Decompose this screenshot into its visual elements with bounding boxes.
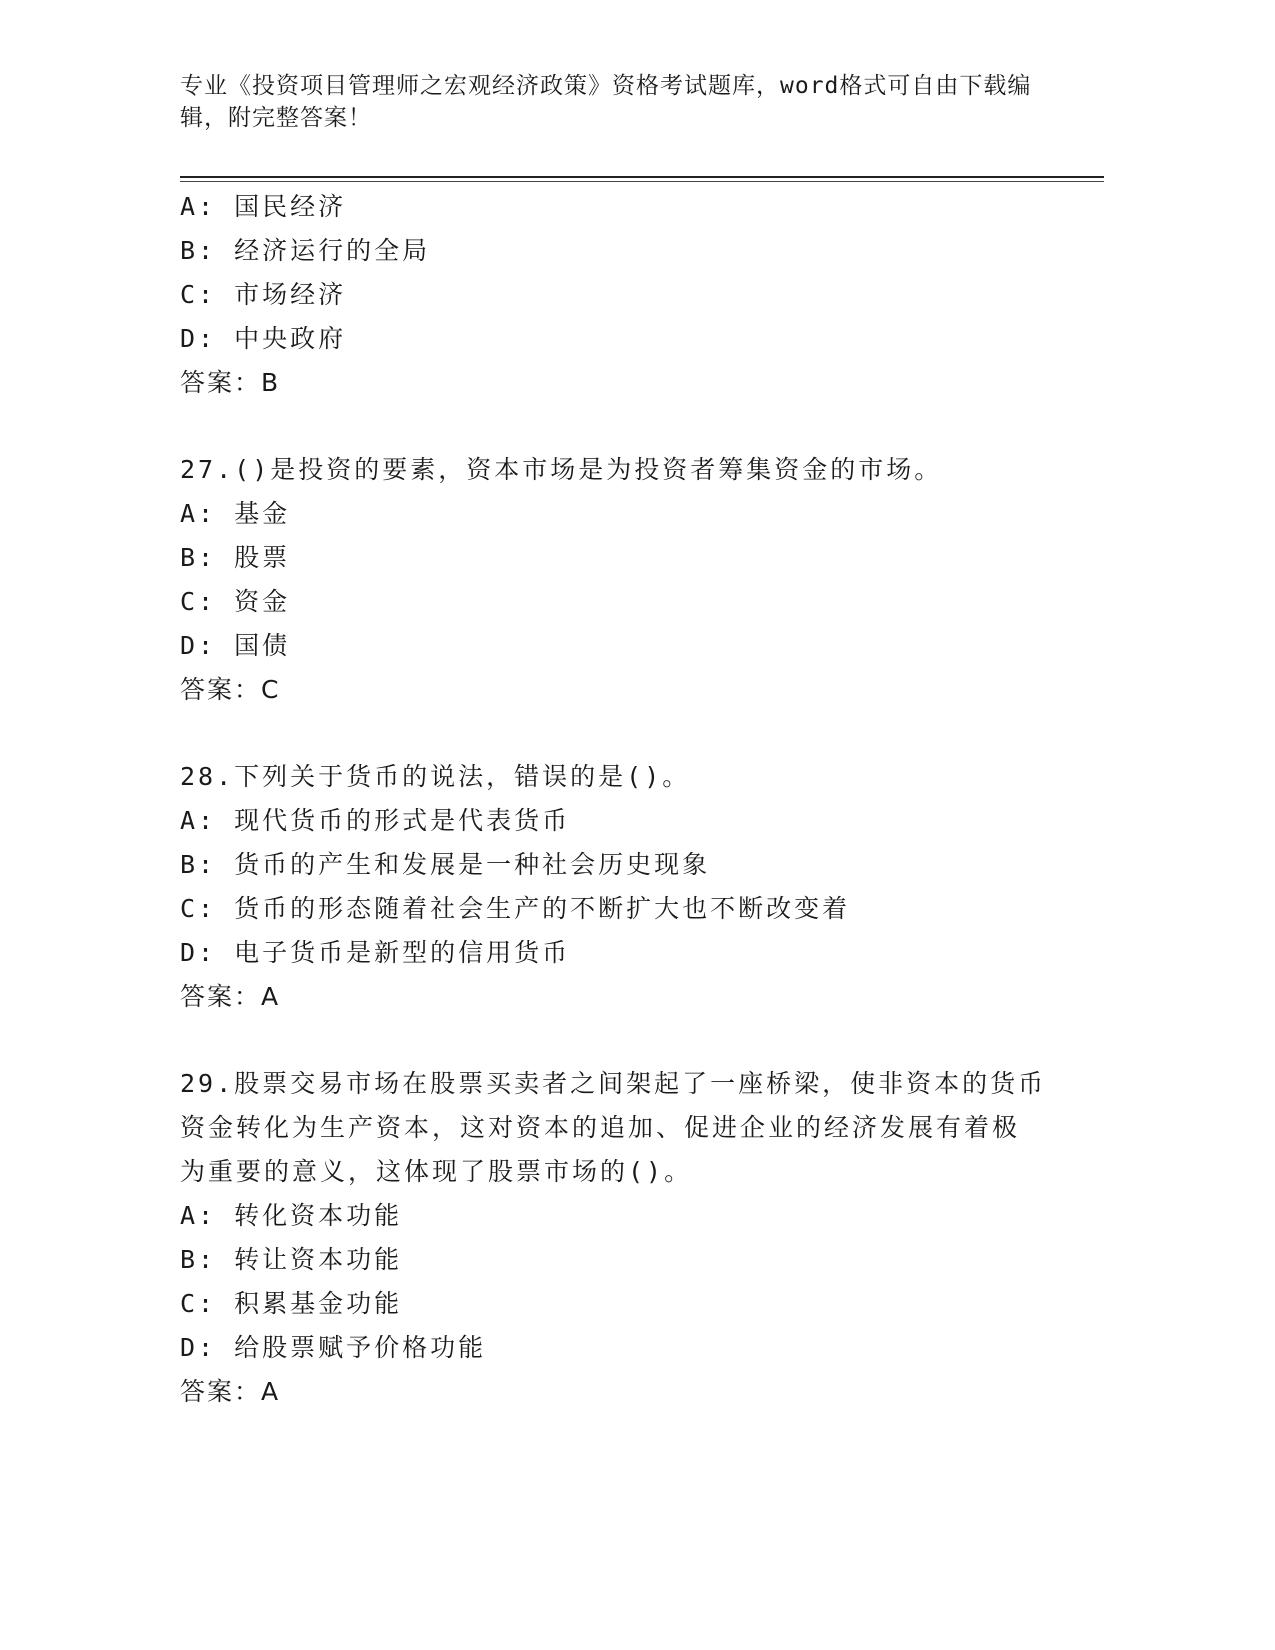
option-c: C: 货币的形态随着社会生产的不断扩大也不断改变着 bbox=[180, 894, 851, 923]
option-b: B: 股票 bbox=[180, 543, 291, 572]
question-27 bbox=[180, 448, 1060, 712]
question-stem: 28.下列关于货币的说法，错误的是()。 bbox=[180, 762, 691, 791]
question-stem-line-2: 资金转化为生产资本，这对资本的追加、促进企业的经济发展有着极 bbox=[180, 1113, 1021, 1142]
option-d: D: 国债 bbox=[180, 631, 291, 660]
question-stem: 27.()是投资的要素，资本市场是为投资者筹集资金的市场。 bbox=[180, 455, 943, 484]
answer: 答案：B bbox=[180, 368, 281, 397]
option-c: C: 积累基金功能 bbox=[180, 1289, 403, 1318]
option-b: B: 经济运行的全局 bbox=[180, 236, 431, 265]
option-d: D: 电子货币是新型的信用货币 bbox=[180, 938, 571, 967]
option-b: B: 转让资本功能 bbox=[180, 1245, 403, 1274]
question-28 bbox=[180, 755, 1060, 1019]
answer: 答案：A bbox=[180, 1377, 281, 1406]
option-d: D: 中央政府 bbox=[180, 324, 347, 353]
spacer bbox=[180, 405, 1060, 448]
option-a: A: 基金 bbox=[180, 499, 291, 528]
option-a: A: 现代货币的形式是代表货币 bbox=[180, 806, 571, 835]
answer: 答案：A bbox=[180, 982, 281, 1011]
question-stem-line-1: 29.股票交易市场在股票买卖者之间架起了一座桥梁，使非资本的货币 bbox=[180, 1069, 1047, 1098]
document-header: 专业《投资项目管理师之宏观经济政策》资格考试题库，word格式可自由下载编辑，附完整答案！ bbox=[180, 73, 1032, 131]
question-stem-line-3: 为重要的意义，这体现了股票市场的()。 bbox=[180, 1157, 693, 1186]
option-c: C: 资金 bbox=[180, 587, 291, 616]
question-29 bbox=[180, 1062, 1060, 1414]
option-a: A: 国民经济 bbox=[180, 192, 347, 221]
spacer bbox=[180, 1019, 1060, 1062]
question-26 bbox=[180, 185, 1060, 405]
header-divider-thin bbox=[180, 181, 1104, 182]
answer: 答案：C bbox=[180, 675, 281, 704]
spacer bbox=[180, 712, 1060, 755]
header-divider-thick bbox=[180, 176, 1104, 178]
option-b: B: 货币的产生和发展是一种社会历史现象 bbox=[180, 850, 711, 879]
question-list bbox=[180, 185, 1060, 1414]
option-d: D: 给股票赋予价格功能 bbox=[180, 1333, 487, 1362]
option-c: C: 市场经济 bbox=[180, 280, 347, 309]
option-a: A: 转化资本功能 bbox=[180, 1201, 403, 1230]
